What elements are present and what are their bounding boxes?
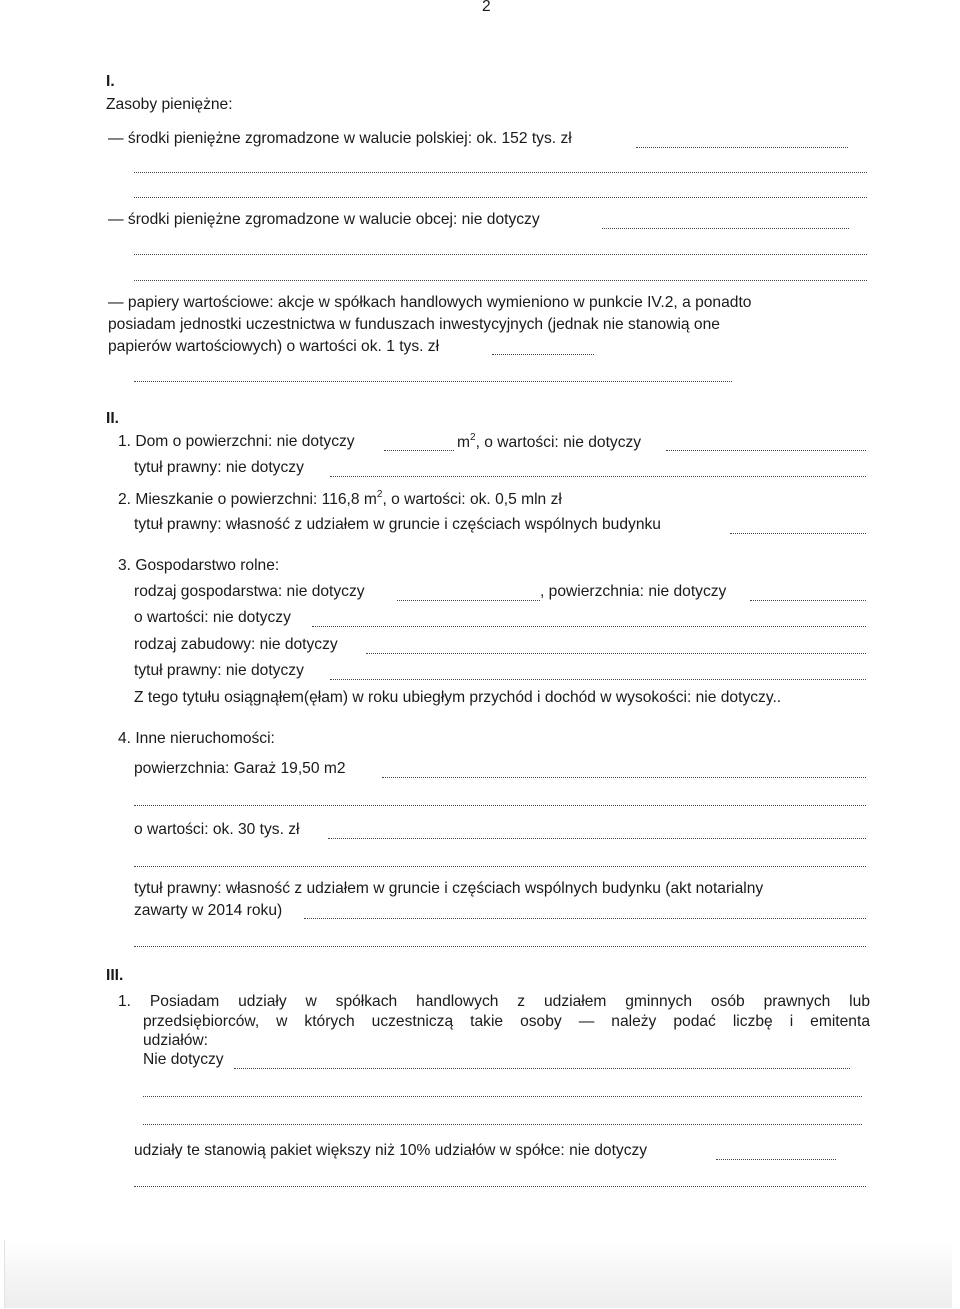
house-value-fill <box>666 450 866 451</box>
farm-area-fill <box>750 600 866 601</box>
flat-area <box>118 490 562 510</box>
cash-foreign-dotted-line-1 <box>134 254 867 255</box>
shares-question-line-2: przedsiębiorców, w których uczestniczą takie osoby — należy podać liczbę i emitenta <box>143 1013 870 1030</box>
farm-income: Z tego tytułu osiągnąłem(ęłam) w roku ubiegłym przychód i dochód w wysokości: nie dotyczy.. <box>134 689 782 706</box>
other-property-title-1: tytuł prawny: własność z udziałem w gruncie i częściach wspólnych budynku (akt notarialny <box>134 880 764 897</box>
house-title-fill <box>330 476 866 477</box>
other-property-title-fill <box>304 918 866 919</box>
shares-question-line-3: udziałów: <box>143 1032 209 1049</box>
flat-title: tytuł prawny: własność z udziałem w gruncie i częściach wspólnych budynku <box>134 516 661 533</box>
flat-value-label: , o wartości: ok. 0,5 mln zł <box>382 491 562 509</box>
page-number: 2 <box>482 0 491 15</box>
other-property-area: powierzchnia: Garaż 19,50 m2 <box>134 760 346 777</box>
securities-line-2: posiadam jednostki uczestnictwa w funduszach inwestycyjnych (jednak nie stanowią one <box>108 316 720 333</box>
farm-title-fill <box>330 679 866 680</box>
house-area-label: 1. Dom o powierzchni: nie dotyczy <box>118 433 355 450</box>
cash-pln-fill <box>636 147 848 148</box>
farm-value-fill <box>312 626 866 627</box>
farm-area: , powierzchnia: nie dotyczy <box>540 583 727 600</box>
other-property-dotted-line-2 <box>134 866 866 867</box>
farm-value: o wartości: nie dotyczy <box>134 609 291 626</box>
shares-dotted-line-1 <box>143 1096 862 1097</box>
securities-line-3: papierów wartościowych) o wartości ok. 1 tys. zł <box>108 338 440 355</box>
cash-foreign-fill <box>602 228 849 229</box>
shares-answer: Nie dotyczy <box>143 1051 224 1068</box>
shares-dotted-line-3 <box>134 1186 866 1187</box>
house-unit-sup: 2 <box>470 432 476 443</box>
cash-foreign-dotted-line-2 <box>134 280 867 281</box>
house-area-fill <box>384 450 454 451</box>
house-value <box>457 433 641 453</box>
shares-question-line-1: 1. Posiadam udziały w spółkach handlowych z udziałem gminnych osób prawnych lub <box>118 993 870 1010</box>
other-property-area-fill <box>382 777 866 778</box>
cash-foreign-line: — środki pieniężne zgromadzone w walucie obcej: nie dotyczy <box>108 211 540 228</box>
farm-buildings-fill <box>366 653 866 654</box>
section-1-heading: I. <box>106 73 115 90</box>
shares-package: udziały te stanowią pakiet większy niż 10% udziałów w spółce: nie dotyczy <box>134 1142 648 1159</box>
other-property-dotted-line-1 <box>134 805 866 806</box>
house-area <box>118 433 355 452</box>
house-value-label: , o wartości: nie dotyczy <box>475 434 642 452</box>
farm-type: rodzaj gospodarstwa: nie dotyczy <box>134 583 365 600</box>
section-3-heading: III. <box>106 967 124 984</box>
scan-shadow <box>4 1240 952 1308</box>
farm-heading: 3. Gospodarstwo rolne: <box>118 557 280 574</box>
farm-buildings: rodzaj zabudowy: nie dotyczy <box>134 636 338 653</box>
section-2-heading: II. <box>106 410 119 427</box>
securities-line-1: — papiery wartościowe: akcje w spółkach handlowych wymieniono w punkcie IV.2, a ponadto <box>108 294 752 311</box>
other-property-value: o wartości: ok. 30 tys. zł <box>134 821 300 838</box>
house-title: tytuł prawny: nie dotyczy <box>134 459 304 476</box>
farm-title: tytuł prawny: nie dotyczy <box>134 662 304 679</box>
house-unit: m <box>457 434 470 452</box>
flat-area-label: 2. Mieszkanie o powierzchni: 116,8 m <box>118 491 377 509</box>
cash-pln-dotted-line-2 <box>134 197 867 198</box>
securities-fill <box>492 354 594 355</box>
other-property-title-2: zawarty w 2014 roku) <box>134 902 283 919</box>
other-property-heading: 4. Inne nieruchomości: <box>118 730 275 747</box>
cash-pln-line: — środki pieniężne zgromadzone w walucie polskiej: ok. 152 tys. zł <box>108 130 572 147</box>
shares-dotted-line-2 <box>143 1124 862 1125</box>
flat-title-fill <box>730 533 866 534</box>
flat-unit-sup: 2 <box>376 489 383 500</box>
section-1-subheading: Zasoby pieniężne: <box>106 96 233 113</box>
shares-package-fill <box>716 1159 836 1160</box>
other-property-value-fill <box>328 838 866 839</box>
other-property-dotted-line-3 <box>134 946 866 947</box>
cash-pln-dotted-line-1 <box>134 172 867 173</box>
shares-answer-fill <box>234 1068 850 1069</box>
securities-dotted-line <box>134 381 732 382</box>
farm-type-fill <box>397 600 540 601</box>
